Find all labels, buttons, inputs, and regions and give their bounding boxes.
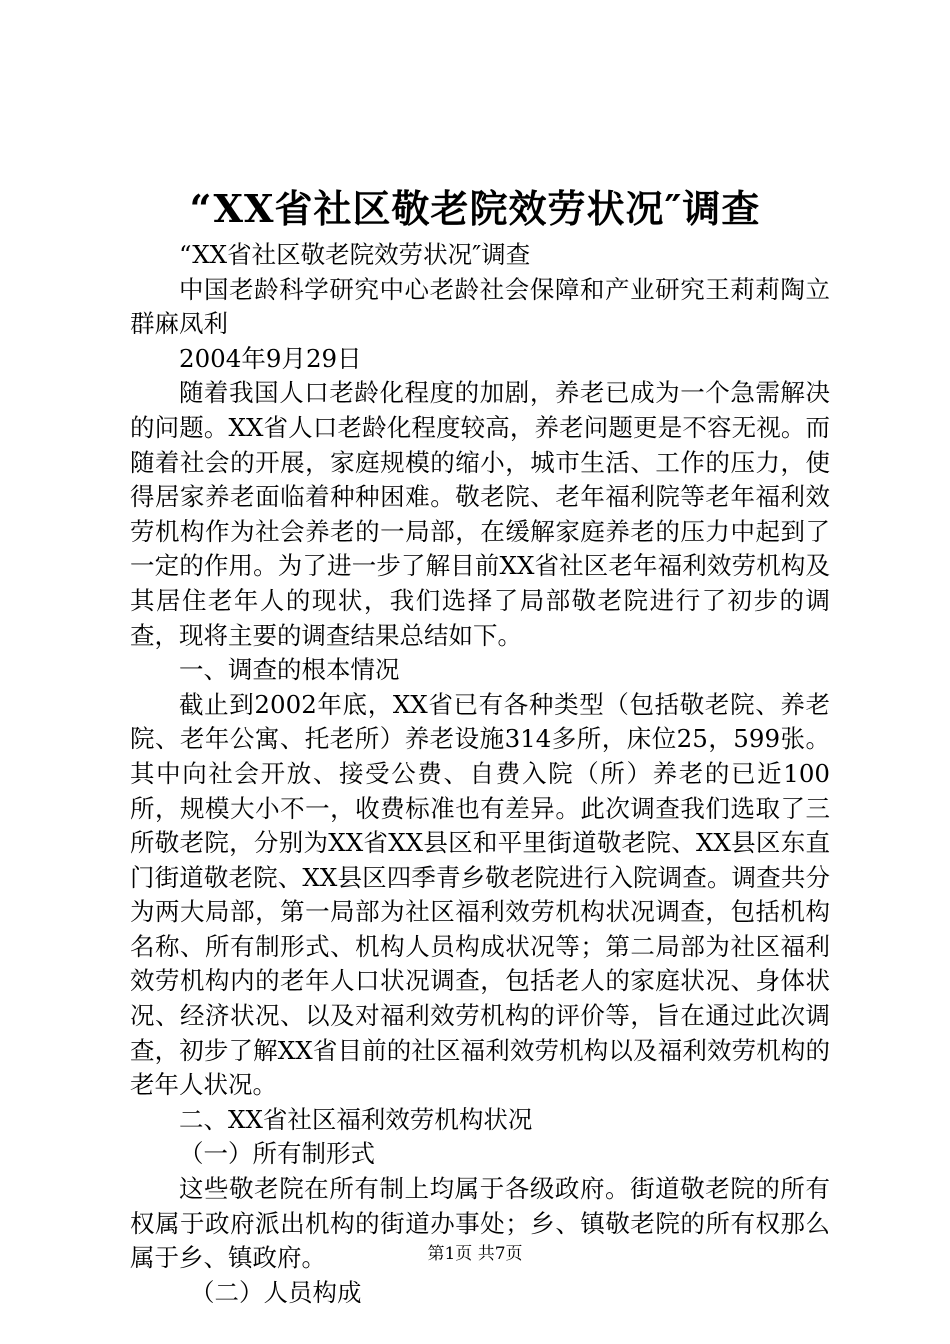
subtitle-paragraph: “XX省社区敬老院效劳状况″调查 <box>179 240 531 269</box>
section-heading-1: 一、调查的根本情况 <box>179 655 400 685</box>
intro-paragraph: 随着我国人口老龄化程度的加剧，养老已成为一个急需解决的问题。XX省人口老龄化程度较高，养老问题更是不容无视。而随着社会的开展，家庭规模的缩小，城市生活、工作的压力，使得居家养老面临着种种困难。敬老院、老年福利院等老年福利效劳机构作为社会养老的一局部，在缓解家庭养老的压力中起到了一定的作用。为了进一步了解目前XX省社区老年福利效劳机构及其居住老年人的现状，我们选择了局部敬老院进行了初步的调查，现将主要的调查结果总结如下。 <box>130 378 830 650</box>
subsection-heading-2: （二）人员构成 <box>190 1277 362 1307</box>
date-paragraph: 2004年9月29日 <box>179 343 362 373</box>
author-paragraph: 中国老龄科学研究中心老龄社会保障和产业研究王莉莉陶立群麻凤利 <box>130 274 830 339</box>
document-body <box>130 238 830 1310</box>
document-title: “XX省社区敬老院效劳状况″调查 <box>189 186 761 231</box>
subsection-heading-1: （一）所有制形式 <box>179 1139 375 1169</box>
page-footer: 第1页 共7页 <box>427 1244 523 1264</box>
ownership-paragraph: 这些敬老院在所有制上均属于各级政府。街道敬老院的所有权属于政府派出机构的街道办事处；乡、镇敬老院的所有权那么属于乡、镇政府。 <box>130 1174 830 1273</box>
survey-paragraph: 截止到2002年底，XX省已有各种类型（包括敬老院、养老院、老年公寓、托老所）养老设施314多所，床位25，599张。其中向社会开放、接受公费、自费入院（所）养老的已近100所，规模大小不一，收费标准也有差异。此次调查我们选取了三所敬老院，分别为XX省XX县区和平里街道敬老院、XX县区东直门街道敬老院、XX县区四季青乡敬老院进行入院调查。调查共分为两大局部，第一局部为社区福利效劳机构状况调查，包括机构名称、所有制形式、机构人员构成状况等；第二局部为社区福利效劳机构内的老年人口状况调查，包括老人的家庭状况、身体状况、经济状况、以及对福利效劳机构的评价等，旨在通过此次调查，初步了解XX省目前的社区福利效劳机构以及福利效劳机构的老年人状况。 <box>130 689 830 1100</box>
section-heading-2: 二、XX省社区福利效劳机构状况 <box>179 1104 533 1134</box>
